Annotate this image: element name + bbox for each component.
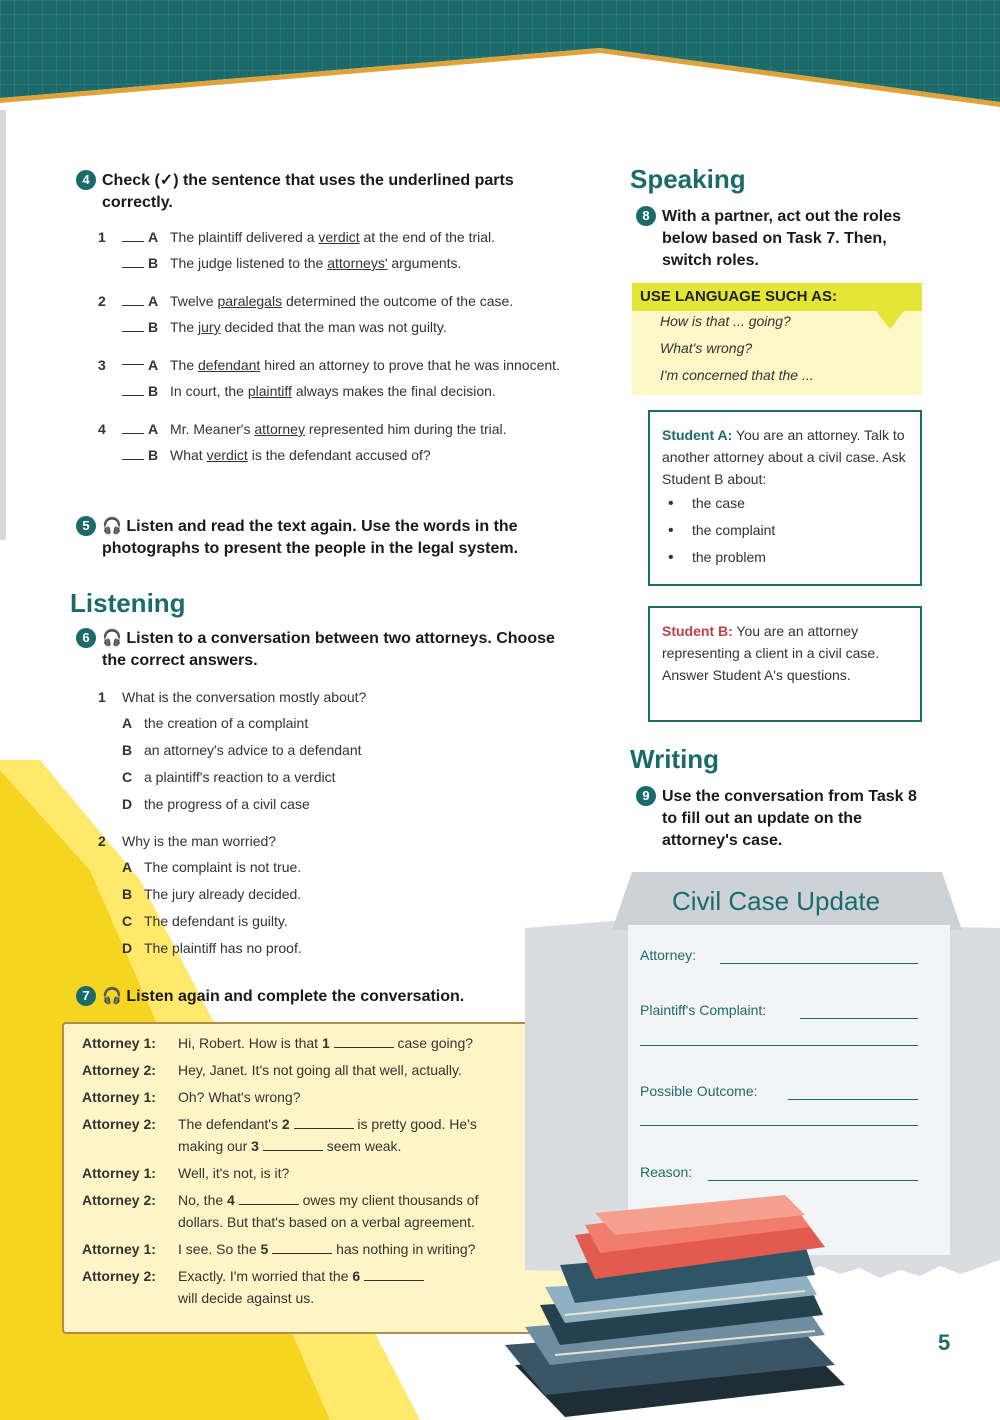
sentence-text: What — [170, 447, 207, 463]
sentence-text: Twelve — [170, 293, 218, 309]
reason-field[interactable] — [708, 1180, 918, 1181]
sentence-text: Mr. Meaner's — [170, 421, 255, 437]
fill-blank[interactable] — [239, 1192, 299, 1205]
sentence-text: The judge listened to the — [170, 255, 328, 271]
item-3 — [98, 352, 588, 404]
conversation-line: Attorney 1: Well, it's not, is it? — [82, 1165, 290, 1181]
phrase: I'm concerned that the ... — [660, 367, 814, 383]
student-b-text: You are an attorney representing a client in a civil case. Answer Student A's questions. — [662, 623, 880, 683]
underlined-word: attorneys' — [327, 255, 388, 271]
option-letter: A — [148, 229, 159, 245]
sentence-text: arguments. — [387, 255, 462, 271]
option-letter: A — [148, 293, 159, 309]
sentence-text: represented him during the trial. — [304, 421, 507, 437]
task-instruction: Listen to a conversation between two attorneys. Choose the correct answers. — [102, 630, 555, 669]
fill-blank[interactable] — [334, 1035, 394, 1048]
paper-stack-illustration — [505, 1195, 850, 1420]
option-letter: B — [148, 447, 159, 463]
task-4 — [76, 170, 586, 214]
task-6 — [76, 628, 586, 672]
task-number: 6 — [76, 628, 96, 648]
question-number: 1 — [98, 689, 106, 705]
option-letter: A — [148, 421, 159, 437]
answer-option[interactable]: A the creation of a complaint — [122, 715, 309, 731]
task-instruction: Listen again and complete the conversation. — [126, 988, 465, 1005]
answer-option[interactable]: B an attorney's advice to a defendant — [122, 742, 362, 758]
fill-blank[interactable] — [364, 1268, 424, 1281]
task-number: 7 — [76, 986, 96, 1006]
answer-blank[interactable] — [122, 352, 144, 365]
underlined-word: verdict — [318, 229, 360, 245]
sentence-text: at the end of the trial. — [359, 229, 496, 245]
student-a-label: Student A: — [662, 427, 733, 443]
task-number: 5 — [76, 516, 96, 536]
headphones-icon: 🎧 — [102, 988, 122, 1005]
header-grid-texture — [0, 0, 1000, 110]
task-7 — [76, 986, 586, 1008]
item-1 — [98, 224, 588, 276]
attorney-field[interactable] — [720, 963, 918, 964]
speech-pointer — [876, 311, 904, 329]
bullet-item: • the problem — [662, 544, 908, 571]
student-a-text: You are an attorney. Talk to another attorney about a civil case. Ask Student B about: — [662, 427, 906, 487]
sentence-text: The — [170, 357, 199, 373]
outcome-field-line-2[interactable] — [640, 1125, 918, 1126]
conversation-line: Attorney 2: No, the 4 owes my client thousands of dollars. But that's based on a verbal agreement. — [82, 1192, 479, 1230]
phrase: What's wrong? — [660, 340, 753, 356]
task-instruction: Check (✓) the sentence that uses the underlined parts correctly. — [102, 172, 514, 211]
question-text: Why is the man worried? — [122, 833, 277, 849]
page-number: 5 — [938, 1330, 951, 1355]
question-number: 2 — [98, 833, 106, 849]
option-letter: B — [148, 319, 159, 335]
section-title-listening: Listening — [70, 588, 186, 618]
answer-blank[interactable] — [122, 421, 144, 434]
reason-label: Reason: — [640, 1164, 693, 1180]
section-title-speaking: Speaking — [630, 164, 746, 194]
underlined-word: defendant — [198, 357, 261, 373]
answer-blank[interactable] — [122, 383, 144, 396]
outcome-field[interactable] — [788, 1099, 918, 1100]
question-2 — [98, 828, 558, 962]
answer-option[interactable]: B The jury already decided. — [122, 886, 302, 902]
sentence-text: The — [170, 319, 199, 335]
task-number: 8 — [636, 206, 656, 226]
option-letter: A — [148, 357, 159, 373]
student-b-label: Student B: — [662, 623, 733, 639]
section-title-writing: Writing — [630, 744, 720, 774]
conversation-line: Attorney 2: The defendant's 2 is pretty good. He's making our 3 seem weak. — [82, 1116, 477, 1154]
answer-blank[interactable] — [122, 319, 144, 332]
conversation-line: Attorney 2: Exactly. I'm worried that the 6 will decide against us. — [82, 1265, 478, 1309]
outcome-label: Possible Outcome: — [640, 1083, 758, 1099]
item-number: 4 — [98, 421, 106, 437]
task-number: 4 — [76, 170, 96, 190]
bullet-item: • the complaint — [662, 517, 908, 544]
conversation-line: Attorney 1: Hi, Robert. How is that 1 case going? — [82, 1035, 474, 1051]
bullet-item: • the case — [662, 490, 908, 517]
underlined-word: attorney — [254, 421, 305, 437]
sentence-text: decided that the man was not guilty. — [220, 319, 447, 335]
phrase: How is that ... going? — [660, 313, 791, 329]
conversation-line: Attorney 2: Hey, Janet. It's not going all that well, actually. — [82, 1062, 462, 1078]
question-text: What is the conversation mostly about? — [122, 689, 367, 705]
fill-blank[interactable] — [294, 1116, 354, 1129]
item-number: 1 — [98, 229, 106, 245]
student-b-card — [648, 606, 922, 722]
sentence-text: determined the outcome of the case. — [282, 293, 514, 309]
answer-option[interactable]: D The plaintiff has no proof. — [122, 940, 302, 956]
task-instruction: Use the conversation from Task 8 to fill out an update on the attorney's case. — [662, 788, 917, 849]
task-5 — [76, 516, 586, 560]
answer-blank[interactable] — [122, 447, 144, 460]
complaint-field-line-2[interactable] — [640, 1045, 918, 1046]
underlined-word: paralegals — [217, 293, 283, 309]
conversation-line: Attorney 1: Oh? What's wrong? — [82, 1089, 301, 1105]
task-4-items — [98, 224, 588, 468]
fill-blank[interactable] — [272, 1241, 332, 1254]
task-number: 9 — [636, 786, 656, 806]
fill-blank[interactable] — [263, 1138, 323, 1151]
underlined-word: verdict — [206, 447, 248, 463]
task-instruction: With a partner, act out the roles below based on Task 7. Then, switch roles. — [662, 208, 902, 269]
headphones-icon: 🎧 — [102, 518, 122, 535]
answer-blank[interactable] — [122, 229, 144, 242]
item-2 — [98, 288, 588, 340]
language-box-heading: USE LANGUAGE SUCH AS: — [632, 283, 922, 311]
option-letter: B — [148, 383, 159, 399]
attorney-label: Attorney: — [640, 947, 697, 963]
form-title: Civil Case Update — [672, 886, 881, 916]
language-box — [632, 283, 922, 395]
answer-option[interactable]: C The defendant is guilty. — [122, 913, 288, 929]
complaint-field[interactable] — [800, 1018, 918, 1019]
underlined-word: plaintiff — [247, 383, 292, 399]
headphones-icon: 🎧 — [102, 630, 122, 647]
answer-blank[interactable] — [122, 255, 144, 268]
sentence-text: The plaintiff delivered a — [170, 229, 319, 245]
task-9 — [636, 786, 936, 852]
conversation-line: Attorney 1: I see. So the 5 has nothing in writing? — [82, 1241, 476, 1257]
sentence-text: In court, the — [170, 383, 248, 399]
item-4 — [98, 416, 588, 468]
sentence-text: always makes the final decision. — [291, 383, 496, 399]
answer-blank[interactable] — [122, 293, 144, 306]
complaint-label: Plaintiff's Complaint: — [640, 1002, 767, 1018]
page-edge — [0, 110, 6, 540]
answer-option[interactable]: C a plaintiff's reaction to a verdict — [122, 769, 336, 785]
sentence-text: hired an attorney to prove that he was innocent. — [260, 357, 560, 373]
task-8 — [636, 206, 936, 272]
option-letter: B — [148, 255, 159, 271]
answer-option[interactable]: A The complaint is not true. — [122, 859, 302, 875]
student-a-card — [648, 410, 922, 586]
underlined-word: jury — [198, 319, 221, 335]
task-instruction: Listen and read the text again. Use the words in the photographs to present the people in the legal system. — [102, 518, 519, 557]
item-number: 2 — [98, 293, 106, 309]
item-number: 3 — [98, 357, 106, 373]
sentence-text: is the defendant accused of? — [247, 447, 431, 463]
question-1 — [98, 684, 558, 818]
answer-option[interactable]: D the progress of a civil case — [122, 796, 310, 812]
